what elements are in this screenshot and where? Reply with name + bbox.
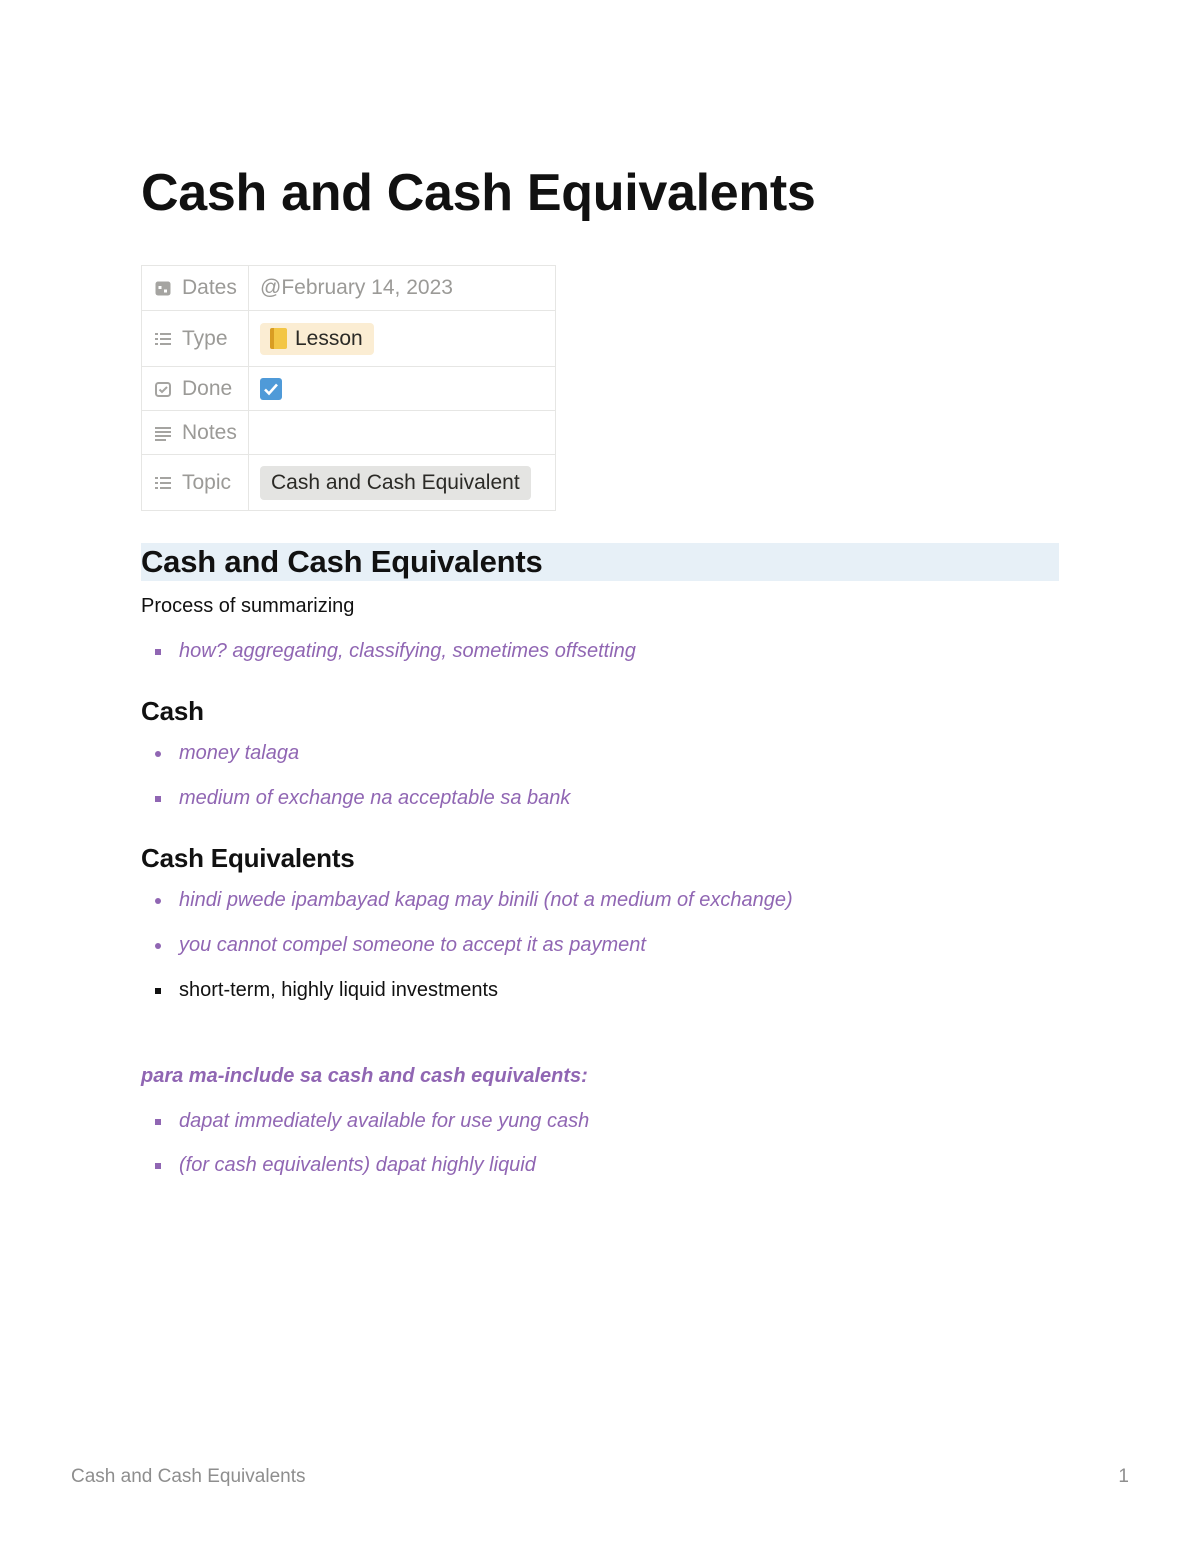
list-item-text: short-term, highly liquid investments	[179, 979, 499, 1001]
property-row-dates	[142, 266, 556, 311]
property-label: Topic	[182, 470, 232, 494]
page-number: 1	[1118, 1466, 1129, 1487]
bullet-icon	[155, 988, 161, 994]
list-item-text: how? aggregating, classifying, sometimes offsetting	[179, 640, 636, 662]
intro-paragraph: Process of summarizing	[141, 595, 355, 617]
checkbox-icon	[154, 380, 172, 398]
property-row-topic	[142, 455, 556, 511]
notebook-icon	[270, 328, 287, 349]
bullet-icon	[155, 1163, 161, 1169]
list-item-text: medium of exchange na acceptable sa bank	[179, 787, 571, 809]
list-item-text: (for cash equivalents) dapat highly liquid	[179, 1154, 536, 1176]
list-icon	[154, 474, 172, 492]
bullet-icon	[155, 898, 161, 904]
property-row-done	[142, 367, 556, 411]
date-value[interactable]: @February 14, 2023	[260, 276, 453, 299]
cash-heading: Cash	[141, 696, 204, 726]
calendar-icon	[154, 279, 172, 297]
list-item-text: hindi pwede ipambayad kapag may binili (not a medium of exchange)	[179, 889, 793, 911]
bullet-icon	[155, 751, 161, 757]
section-heading	[141, 543, 1059, 581]
list-item	[155, 889, 793, 912]
text-lines-icon	[154, 424, 172, 442]
list-item	[155, 1154, 536, 1177]
list-item	[155, 934, 646, 957]
type-tag[interactable]	[260, 323, 374, 355]
property-label: Dates	[182, 276, 237, 299]
property-row-notes	[142, 411, 556, 455]
property-label: Done	[182, 376, 233, 400]
bullet-icon	[155, 649, 161, 655]
bullet-icon	[155, 943, 161, 949]
list-item	[155, 640, 636, 663]
list-item	[155, 787, 570, 810]
type-tag-label: Lesson	[295, 326, 363, 350]
list-item-text: dapat immediately available for use yung cash	[179, 1110, 590, 1132]
property-label: Type	[182, 326, 228, 350]
list-item	[155, 742, 299, 765]
list-item-text: money talaga	[179, 742, 300, 764]
section-heading-text: Cash and Cash Equivalents	[141, 544, 543, 579]
list-item	[155, 979, 498, 1002]
list-icon	[154, 330, 172, 348]
page-title: Cash and Cash Equivalents	[141, 164, 816, 222]
inclusion-heading: para ma-include sa cash and cash equivalents:	[141, 1065, 588, 1087]
cash-equivalents-heading: Cash Equivalents	[141, 843, 355, 873]
footer-title: Cash and Cash Equivalents	[71, 1466, 306, 1487]
done-checkbox[interactable]	[260, 378, 282, 400]
topic-tag[interactable]: Cash and Cash Equivalent	[260, 466, 531, 500]
bullet-icon	[155, 796, 161, 802]
list-item	[155, 1110, 589, 1133]
bullet-icon	[155, 1119, 161, 1125]
properties-table	[141, 265, 556, 511]
property-row-type	[142, 311, 556, 367]
property-label: Notes	[182, 420, 237, 444]
list-item-text: you cannot compel someone to accept it as payment	[179, 934, 646, 956]
